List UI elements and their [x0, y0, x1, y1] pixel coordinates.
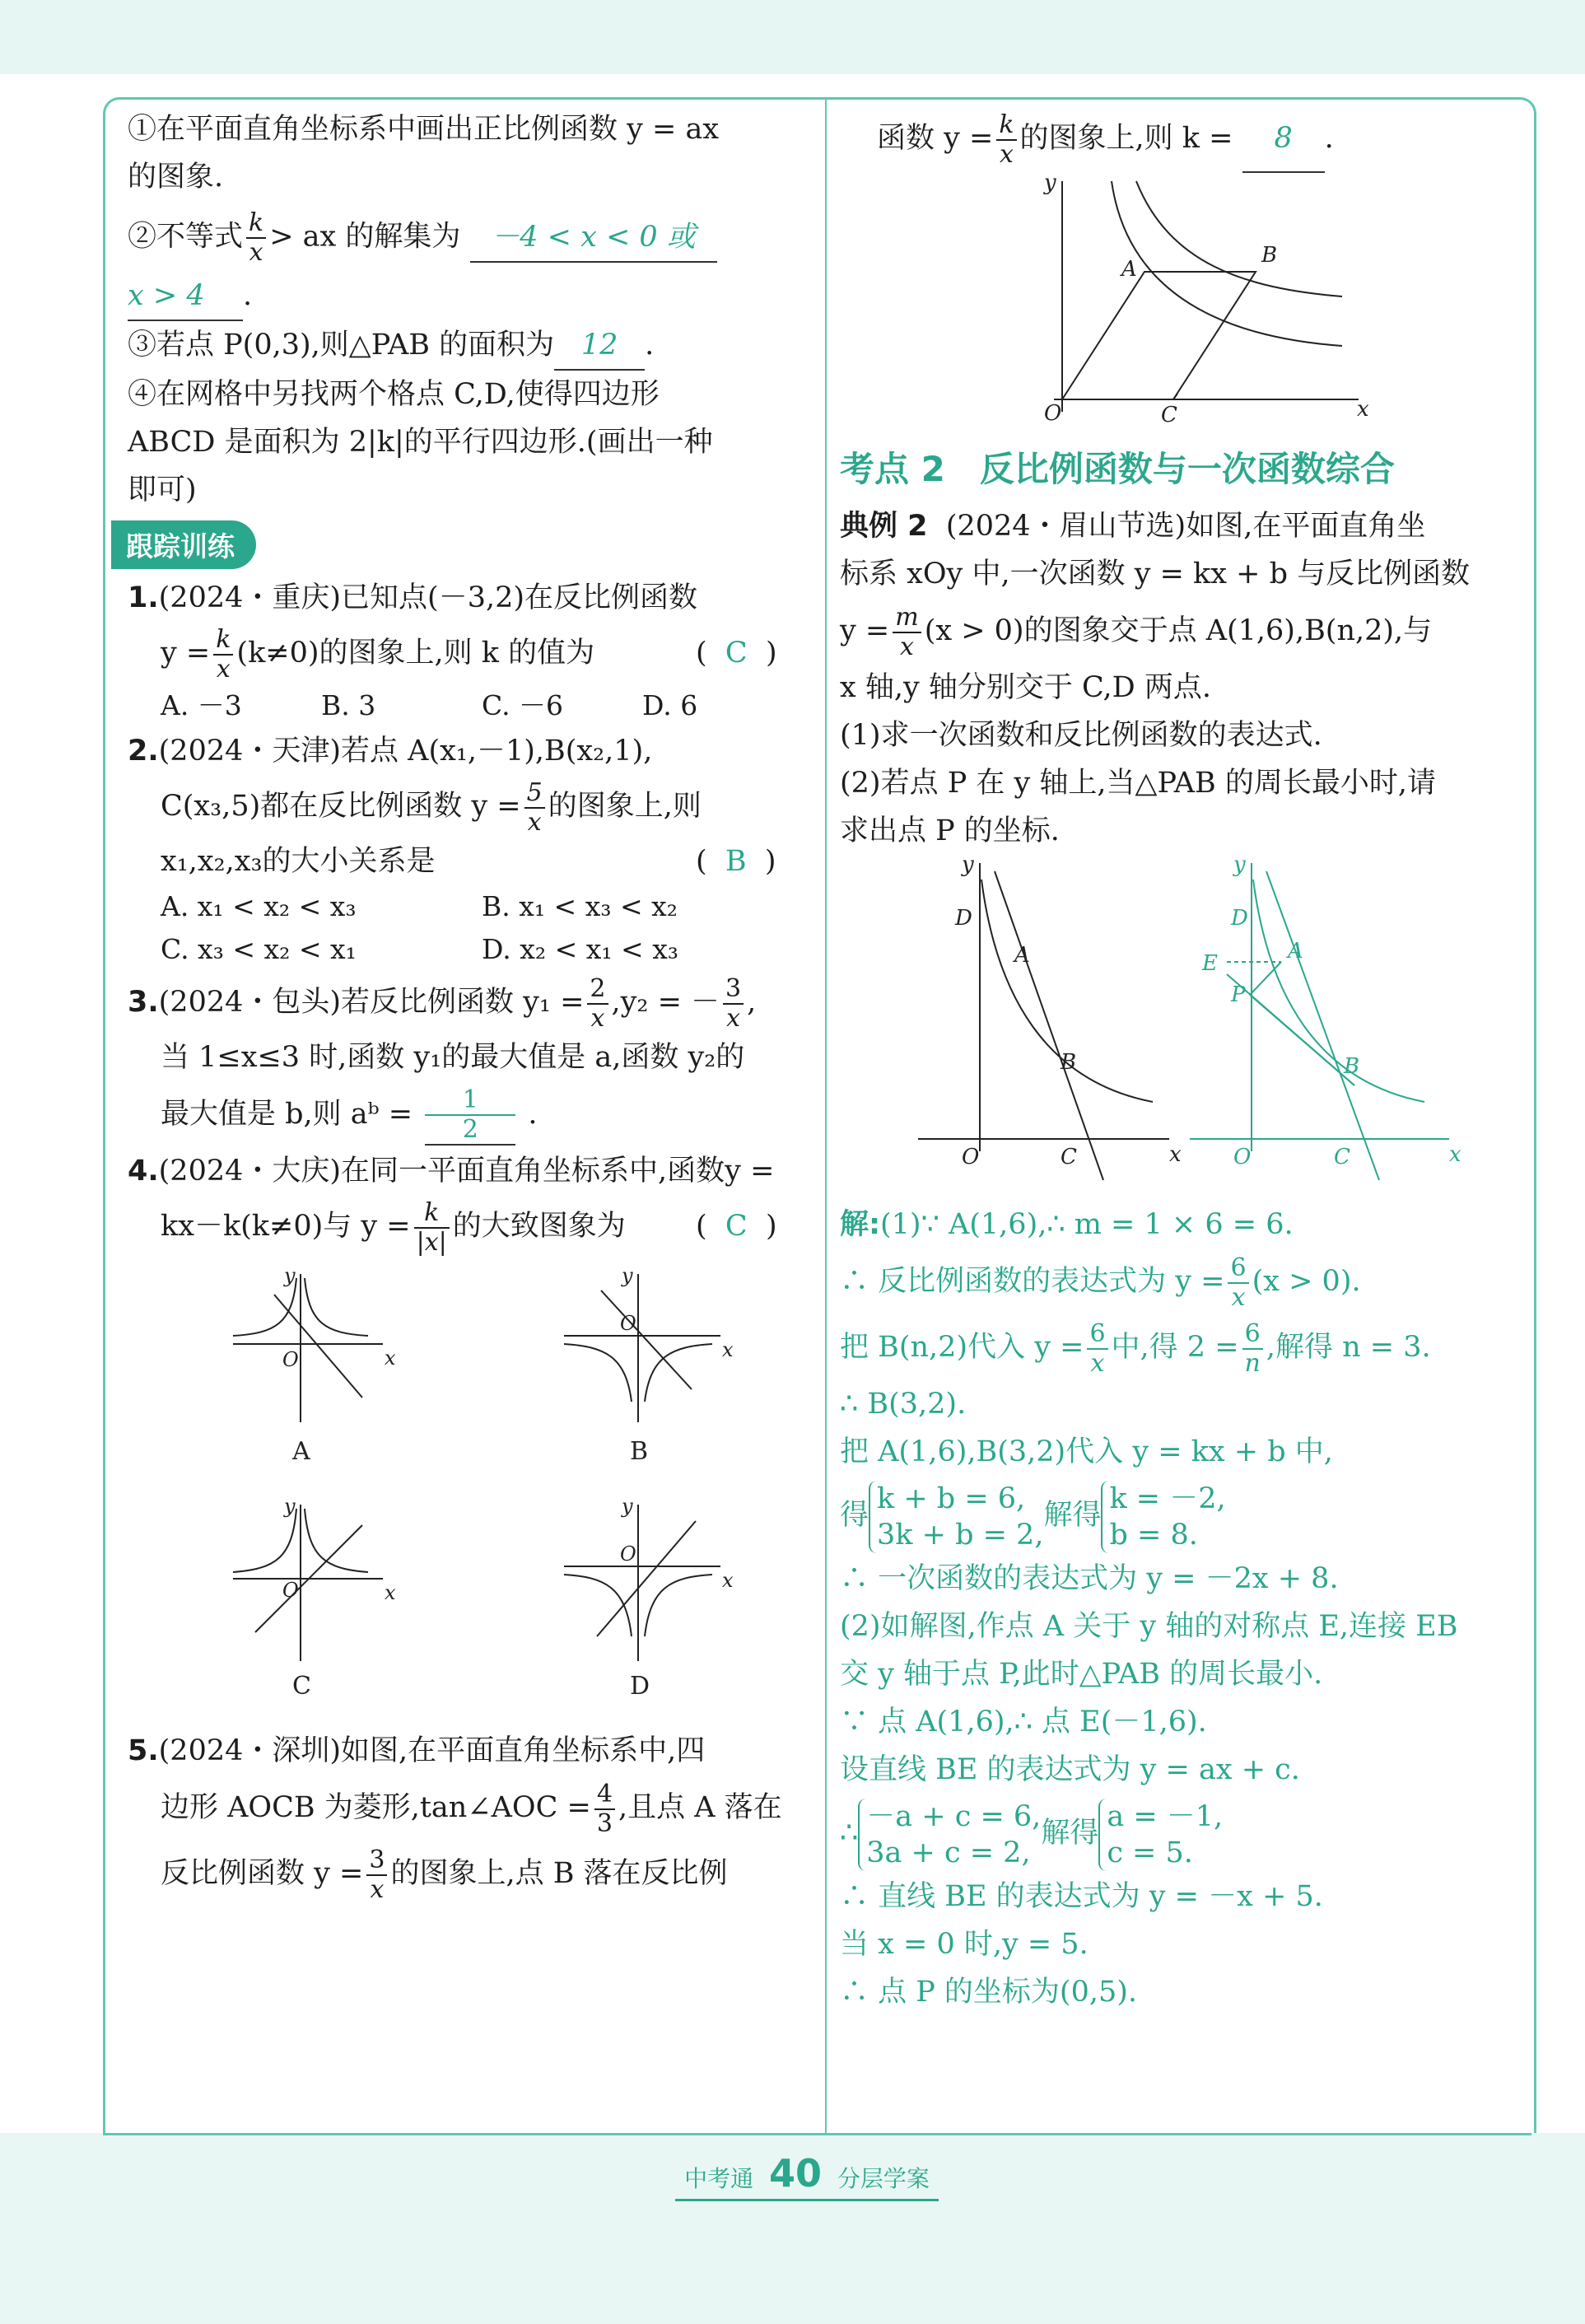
axis-label-y: y: [284, 1495, 296, 1518]
point-d-label: D: [1231, 906, 1248, 931]
right-column: [840, 105, 1515, 2016]
answer-blank: －4 < x < 0 或: [470, 213, 717, 263]
q3-line-3: 最大值是 b,则 aᵇ = $\frac{1}{2}$ .: [161, 1085, 538, 1144]
caption-a: A: [292, 1437, 310, 1466]
q3-answer: $\frac{1}{2}$: [425, 1086, 515, 1146]
solution-line-3: 把 B(n,2)代入 y = $\frac{6}{x}$ 中,得 2 = $\frac{6}{n}$ ,解得 n = 3.: [840, 1318, 1431, 1378]
q5-figure: [1029, 173, 1375, 428]
intro-line-3: ③若点 P(0,3),则△PAB 的面积为 12 .: [128, 321, 811, 371]
point-a-label: A: [1014, 943, 1030, 968]
intro-line-2: ②不等式 $\frac{k}{x}$ > ax 的解集为 －4 < x < 0 或: [128, 209, 811, 267]
caption-d: D: [630, 1672, 650, 1701]
point-a-label: A: [1121, 257, 1137, 282]
point-c-label: C: [1061, 1145, 1077, 1169]
caption-b: B: [630, 1437, 649, 1466]
caption-c: C: [292, 1672, 311, 1701]
example-line-4: x 轴,y 轴分别交于 C,D 两点.: [840, 671, 1211, 704]
tracking-training-label: 跟踪训练: [111, 520, 256, 569]
solution-line-7: ∴ 一次函数的表达式为 y = －2x + 8.: [840, 1562, 1339, 1595]
q4-line-2: kx－k(k≠0)与 y = $\frac{k}{|x|}$ 的大致图象为 ( C ): [128, 1195, 811, 1258]
top-band: [0, 0, 1585, 74]
q3-line-1: 3.(2024・包头)若反比例函数 y₁ = $\frac{2}{x}$ ,y₂ = － $\frac{3}{x}$ ,: [128, 973, 757, 1033]
axis-label-x: x: [1169, 1142, 1182, 1167]
answer-blank: x > 4: [128, 272, 243, 321]
origin-label: O: [620, 1542, 636, 1566]
answer-blank: 12: [554, 321, 645, 371]
solution-line-11: 设直线 BE 的表达式为 y = ax + c.: [840, 1753, 1300, 1786]
q2-answer-bracket: ( B ): [696, 845, 776, 878]
solution-line-5: 把 A(1,6),B(3,2)代入 y = kx + b 中,: [840, 1435, 1333, 1468]
solution-line-13: ∴ 直线 BE 的表达式为 y = －x + 5.: [840, 1880, 1323, 1913]
example-line-5: (1)求一次函数和反比例函数的表达式.: [840, 719, 1322, 752]
axis-label-y: y: [622, 1264, 633, 1287]
example-line-2: 标系 xOy 中,一次函数 y = kx + b 与反比例函数: [840, 558, 1471, 590]
q1-line-2: y = $\frac{k}{x}$ (k≠0)的图象上,则 k 的值为 ( C ): [128, 622, 811, 684]
origin-label: O: [1233, 1145, 1252, 1169]
example-line-6: (2)若点 P 在 y 轴上,当△PAB 的周长最小时,请: [840, 767, 1437, 800]
footer-underline: [675, 2199, 939, 2201]
q5-continued: 函数 y = $\frac{k}{x}$ 的图象上,则 k = 8 .: [840, 105, 1515, 173]
solution: [840, 1201, 1515, 2016]
q4-graphs-svg: [128, 1258, 811, 1727]
origin-label: O: [962, 1145, 980, 1169]
footer-rule: [103, 2133, 1531, 2135]
q1-answer-bracket: ( C ): [696, 637, 777, 670]
point-b-label: B: [1261, 243, 1278, 268]
point-e-label: E: [1202, 951, 1218, 976]
graph-a: [233, 1274, 383, 1422]
point-c-label: C: [1334, 1145, 1350, 1169]
footer-subtitle: 分层学案: [837, 2165, 930, 2192]
q1-options: A. －3 B. 3 C. －6 D. 6: [161, 689, 698, 721]
footer-brand: 中考通: [684, 2165, 754, 2192]
axis-label-y: y: [622, 1495, 633, 1518]
q2-options-row-2: C. x₃ < x₂ < x₁ D. x₂ < x₁ < x₃: [161, 933, 679, 965]
q2-line-2: C(x₃,5)都在反比例函数 y = $\frac{5}{x}$ 的图象上,则: [161, 777, 702, 837]
page-footer: [0, 2133, 1585, 2324]
example-figure-2: [1190, 863, 1449, 1180]
q2-options-row-1: A. x₁ < x₂ < x₃ B. x₁ < x₃ < x₂: [161, 890, 678, 922]
intro-line-4b: ABCD 是面积为 2|k|的平行四边形.(画出一种: [128, 426, 713, 459]
solution-line-6: 得 k + b = 6, 3k + b = 2, 解得 k = －2, b = 8.: [840, 1482, 1226, 1552]
solution-line-4: ∴ B(3,2).: [840, 1388, 967, 1421]
axis-label-y: y: [1233, 855, 1246, 877]
axis-label-y: y: [962, 855, 974, 877]
solution-line-1: 解:(1)∵ A(1,6),∴ m = 1 × 6 = 6.: [840, 1208, 1294, 1241]
graph-b: [564, 1274, 720, 1422]
solution-line-8: (2)如解图,作点 A 关于 y 轴的对称点 E,连接 EB: [840, 1610, 1458, 1643]
graph-d: [564, 1505, 720, 1661]
axis-label-x: x: [722, 1569, 734, 1592]
example-line-7: 求出点 P 的坐标.: [840, 814, 1060, 847]
answer-blank: 8: [1242, 105, 1325, 173]
q4-option-graphs: [128, 1258, 811, 1727]
solution-line-14: 当 x = 0 时,y = 5.: [840, 1928, 1089, 1961]
footer-label: [675, 2151, 939, 2196]
q1-line-1: 1.(2024・重庆)已知点(－3,2)在反比例函数: [128, 581, 698, 614]
intro-line-2c: x > 4 .: [128, 272, 811, 321]
intro-line-4a: ④在网格中另找两个格点 C,D,使得四边形: [128, 378, 660, 411]
solution-line-12: ∴ －a + c = 6, 3a + c = 2, 解得 a = －1, c = 5.: [840, 1799, 1224, 1869]
intro-line-4c: 即可): [128, 474, 197, 506]
intro-line-1b: 的图象.: [128, 161, 224, 194]
axis-label-y: y: [284, 1264, 296, 1287]
section-title: 考点 2 反比例函数与一次函数综合: [840, 449, 1395, 489]
axis-label-x: x: [1449, 1142, 1461, 1167]
axis-label-x: x: [722, 1338, 734, 1361]
solution-line-15: ∴ 点 P 的坐标为(0,5).: [840, 1976, 1138, 2009]
solution-line-10: ∵ 点 A(1,6),∴ 点 E(－1,6).: [840, 1706, 1207, 1738]
q4-line-1: 4.(2024・大庆)在同一平面直角坐标系中,函数y =: [128, 1155, 775, 1188]
example-line-3: y = $\frac{m}{x}$ (x > 0)的图象交于点 A(1,6),B(n,2),与: [840, 602, 1433, 661]
solution-line-2: ∴ 反比例函数的表达式为 y = $\frac{6}{x}$ (x > 0).: [840, 1253, 1361, 1312]
point-b-label: B: [1061, 1050, 1077, 1075]
intro-line-1: ①在平面直角坐标系中画出正比例函数 y = ax: [128, 113, 720, 146]
origin-label: O: [620, 1312, 636, 1335]
example-figures: [840, 855, 1515, 1201]
left-column: [128, 105, 811, 1906]
point-p-label: P: [1231, 982, 1246, 1007]
origin-label: O: [1044, 401, 1062, 426]
q5-line-3: 反比例函数 y = $\frac{3}{x}$ 的图象上,点 B 落在反比例: [161, 1845, 728, 1904]
q4-answer-bracket: ( C ): [696, 1210, 777, 1243]
example-line-1: 典例 2 (2024・眉山节选)如图,在平面直角坐: [840, 510, 1426, 543]
point-a-label: A: [1288, 939, 1303, 964]
q5-line-2: 边形 AOCB 为菱形,tan∠AOC = $\frac{4}{3}$ ,且点 A 落在: [161, 1779, 782, 1838]
axis-label-y: y: [1044, 173, 1056, 195]
point-b-label: B: [1344, 1054, 1360, 1079]
page-number: 40: [768, 2151, 822, 2196]
graph-c: [233, 1505, 383, 1661]
point-d-label: D: [955, 906, 972, 931]
q5-line-1: 5.(2024・深圳)如图,在平面直角坐标系中,四: [128, 1734, 706, 1767]
axis-label-x: x: [1357, 397, 1369, 422]
solution-line-9: 交 y 轴于点 P,此时△PAB 的周长最小.: [840, 1658, 1323, 1691]
q2-line-3: x₁,x₂,x₃的大小关系是 ( B ): [128, 838, 811, 885]
point-c-label: C: [1161, 403, 1177, 427]
origin-label: O: [282, 1579, 299, 1602]
axis-label-x: x: [385, 1346, 396, 1370]
origin-label: O: [282, 1348, 299, 1371]
axis-label-x: x: [385, 1581, 396, 1604]
column-divider: [825, 99, 827, 2133]
q3-line-2: 当 1≤x≤3 时,函数 y₁的最大值是 a,函数 y₂的: [161, 1041, 745, 1074]
q2-line-1: 2.(2024・天津)若点 A(x₁,－1),B(x₂,1),: [128, 735, 653, 768]
